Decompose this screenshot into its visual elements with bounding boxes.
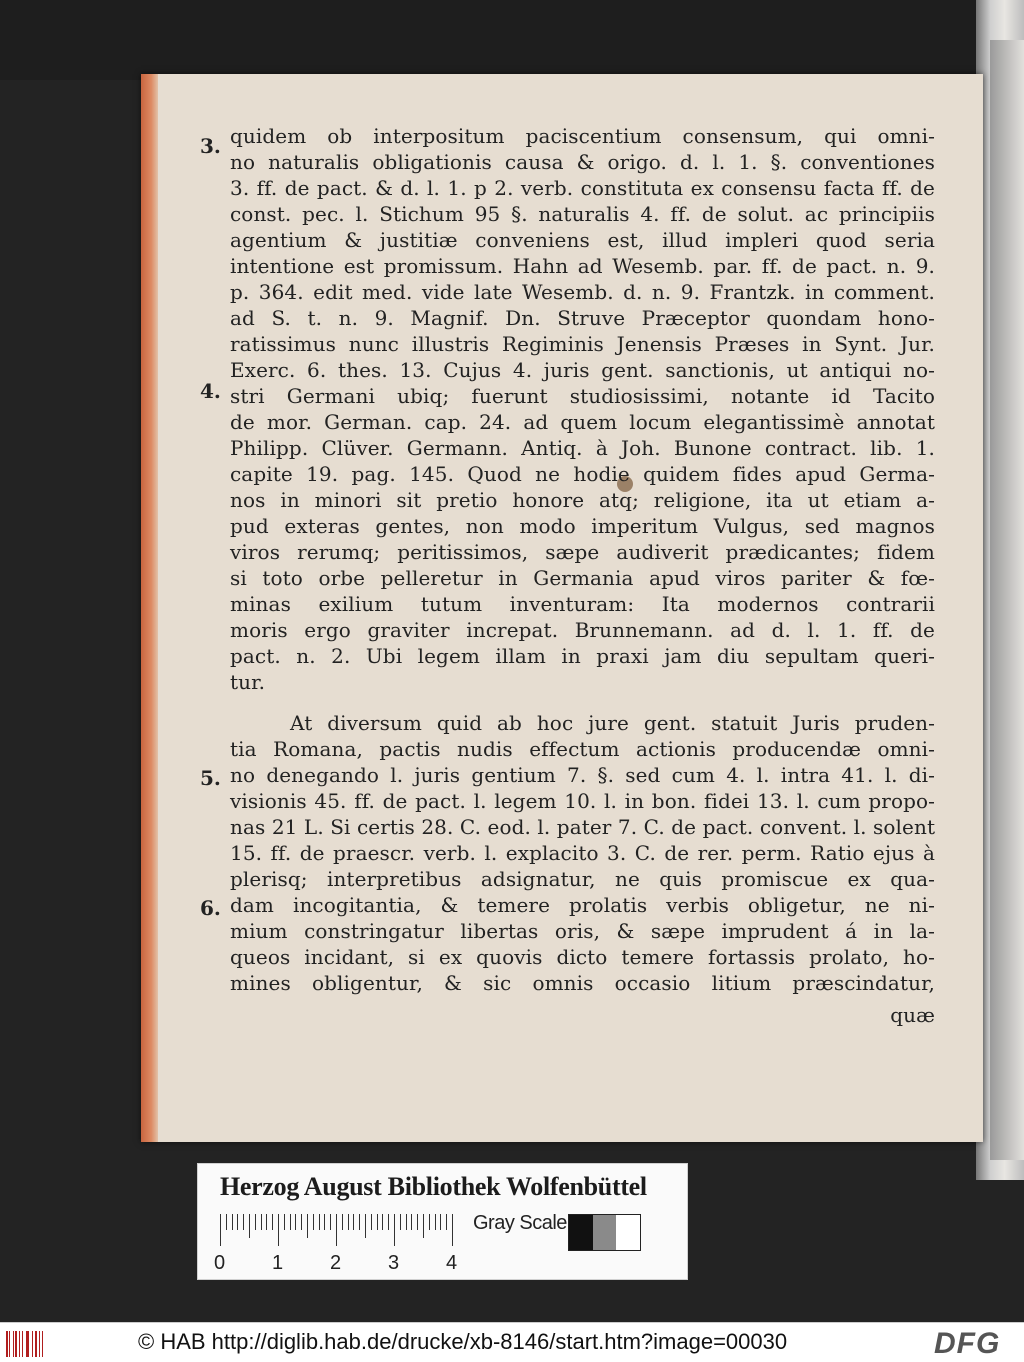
text-line: agentium & justitiæ conveniens est, illud impleri quod seria [230, 228, 935, 252]
barcode-bar [28, 1331, 29, 1357]
ruler-tick [295, 1214, 296, 1230]
text-line: de mor. German. cap. 24. ad quem locum elegantissimè annotat [230, 410, 935, 434]
text-line: tia Romana, pactis nudis effectum actionis producendæ omni- [230, 737, 935, 761]
margin-number: 4. [200, 379, 221, 403]
ruler-tick [307, 1214, 308, 1238]
ruler-tick [359, 1214, 360, 1230]
ruler-number: 0 [214, 1252, 226, 1274]
ruler-tick [423, 1214, 424, 1238]
text-line: const. pec. l. Stichum 95 §. naturalis 4. ff. de solut. ac principiis [230, 202, 935, 226]
ruler-number: 4 [446, 1252, 458, 1274]
margin-number: 3. [200, 134, 221, 158]
barcode-bar [35, 1331, 37, 1357]
text-line: pact. n. 2. Ubi legem illam in praxi jam diu sepultam queri- [230, 644, 935, 668]
ruler-tick [330, 1214, 331, 1230]
text-line: viros rerumq; peritissimos, sæpe audiverit prædicantes; fidem [230, 540, 935, 564]
text-line: mines obligentur, & sic omnis occasio litium præscindatur, [230, 971, 935, 995]
text-line: capite 19. pag. 145. Quod ne hodie quidem fides apud Germa- [230, 462, 935, 486]
barcode-icon [6, 1331, 46, 1357]
ruler-tick [377, 1214, 378, 1230]
text-line: ratissimus nunc illustris Regiminis Jenensis Præses in Synt. Jur. [230, 332, 935, 356]
text-line: si toto orbe pelleretur in Germania apud viros pariter & fœ- [230, 566, 935, 590]
margin-number: 5. [200, 766, 221, 790]
ruler-tick [353, 1214, 354, 1230]
text-line: mium constringatur libertas oris, & sæpe imprudent á in la- [230, 919, 935, 943]
barcode-bar [13, 1331, 14, 1357]
ruler-tick [284, 1214, 285, 1230]
margin-number: 6. [200, 896, 221, 920]
ruler-number: 3 [388, 1252, 400, 1274]
text-line: nos in minori sit pretio honore atq; religione, ita ut etiam a- [230, 488, 935, 512]
ruler-tick [417, 1214, 418, 1230]
gray-scale-label: Gray Scale [473, 1212, 567, 1234]
text-line: Exerc. 6. thes. 13. Cujus 4. juris gent. sanctionis, ut antiqui no- [230, 358, 935, 382]
text-line: stri Germani ubiq; fuerunt studiosissimi, notante id Tacito [230, 384, 935, 408]
library-name: Herzog August Bibliothek Wolfenbüttel [220, 1172, 647, 1201]
catchword: quæ [890, 1003, 935, 1027]
ruler-tick [249, 1214, 250, 1238]
barcode-bar [15, 1331, 17, 1357]
ruler-tick [371, 1214, 372, 1230]
text-line: 15. ff. de praescr. verb. l. explacito 3. C. de rer. perm. Ratio ejus à [230, 841, 935, 865]
ruler-tick [394, 1214, 395, 1246]
text-line: intentione est promissum. Hahn ad Wesemb. par. ff. de pact. n. 9. [230, 254, 935, 278]
ruler-tick [266, 1214, 267, 1230]
text-line: plerisq; interpretibus adsignatur, ne quis promiscue ex qua- [230, 867, 935, 891]
text-line: no naturalis obligationis causa & origo. d. l. 1. §. conventiones [230, 150, 935, 174]
ruler-tick [301, 1214, 302, 1230]
ruler-tick [406, 1214, 407, 1230]
ruler-tick [290, 1214, 291, 1230]
ruler-tick [452, 1214, 453, 1246]
text-line: minas exilium tutum inventuram: Ita modernos contrarii [230, 592, 935, 616]
ruler-number: 1 [272, 1252, 284, 1274]
text-line: moris ergo graviter increpat. Brunnemann. ad d. l. 1. ff. de [230, 618, 935, 642]
ruler-tick [319, 1214, 320, 1230]
ruler-number: 2 [330, 1252, 342, 1274]
ruler-tick [220, 1214, 221, 1246]
text-line: At diversum quid ab hoc jure gent. statuit Juris pruden- [290, 711, 935, 735]
ruler-tick [382, 1214, 383, 1230]
ruler-tick [336, 1214, 337, 1246]
ruler-tick [278, 1214, 279, 1246]
barcode-bar [32, 1331, 33, 1357]
color-target-card [197, 1163, 688, 1280]
ruler-tick [400, 1214, 401, 1230]
swatch-white [616, 1215, 640, 1250]
ruler-tick [226, 1214, 227, 1230]
ruler-tick [411, 1214, 412, 1230]
ruler-tick [272, 1214, 273, 1230]
gray-scale-swatch [568, 1214, 641, 1251]
ruler-tick [446, 1214, 447, 1230]
scale-ruler [220, 1214, 460, 1246]
text-line: Philipp. Clüver. Germann. Antiq. à Joh. Bunone contract. lib. 1. [230, 436, 935, 460]
ruler-tick [237, 1214, 238, 1230]
text-line: visionis 45. ff. de pact. l. legem 10. l. in bon. fidei 13. l. cum propo- [230, 789, 935, 813]
barcode-bar [42, 1331, 43, 1357]
text-line: tur. [230, 670, 266, 694]
barcode-bar [22, 1331, 23, 1357]
ruler-tick [388, 1214, 389, 1230]
ruler-tick [348, 1214, 349, 1230]
text-line: 3. ff. de pact. & d. l. 1. p 2. verb. constituta ex consensu facta ff. de [230, 176, 935, 200]
swatch-gray [593, 1215, 617, 1250]
dfg-logo: DFG [934, 1327, 1001, 1360]
ruler-tick [324, 1214, 325, 1230]
ruler-tick [429, 1214, 430, 1230]
ruler-tick [261, 1214, 262, 1230]
text-line: no denegando l. juris gentium 7. §. sed cum 4. l. intra 41. l. di- [230, 763, 935, 787]
text-line: nas 21 L. Si certis 28. C. eod. l. pater 7. C. de pact. convent. l. solent [230, 815, 936, 839]
swatch-black [569, 1215, 593, 1250]
ruler-tick [342, 1214, 343, 1230]
ruler-tick [440, 1214, 441, 1230]
barcode-bar [19, 1331, 20, 1357]
ruler-tick [313, 1214, 314, 1230]
text-line: queos incidant, si ex quovis dicto temere fortassis prolato, ho- [230, 945, 935, 969]
text-line: quidem ob interpositum paciscentium consensum, qui omni- [230, 124, 935, 148]
ruler-tick [243, 1214, 244, 1230]
ruler-tick [255, 1214, 256, 1230]
copyright-url[interactable]: © HAB http://diglib.hab.de/drucke/xb-8146/start.htm?image=00030 [138, 1329, 788, 1354]
barcode-bar [39, 1331, 40, 1357]
text-line: pud exteras gentes, non modo imperitum Vulgus, sed magnos [230, 514, 935, 538]
ruler-tick [232, 1214, 233, 1230]
text-line: ad S. t. n. 9. Magnif. Dn. Struve Præceptor quondam hono- [230, 306, 935, 330]
text-line: p. 364. edit med. vide late Wesemb. d. n. 9. Frantzk. in comment. [230, 280, 935, 304]
barcode-bar [6, 1331, 8, 1357]
footer-bar [0, 1322, 1024, 1362]
ruler-tick [435, 1214, 436, 1230]
text-line: dam incogitantia, & temere prolatis verbis obligetur, ne ni- [230, 893, 935, 917]
ruler-tick [365, 1214, 366, 1238]
barcode-bar [9, 1331, 10, 1357]
